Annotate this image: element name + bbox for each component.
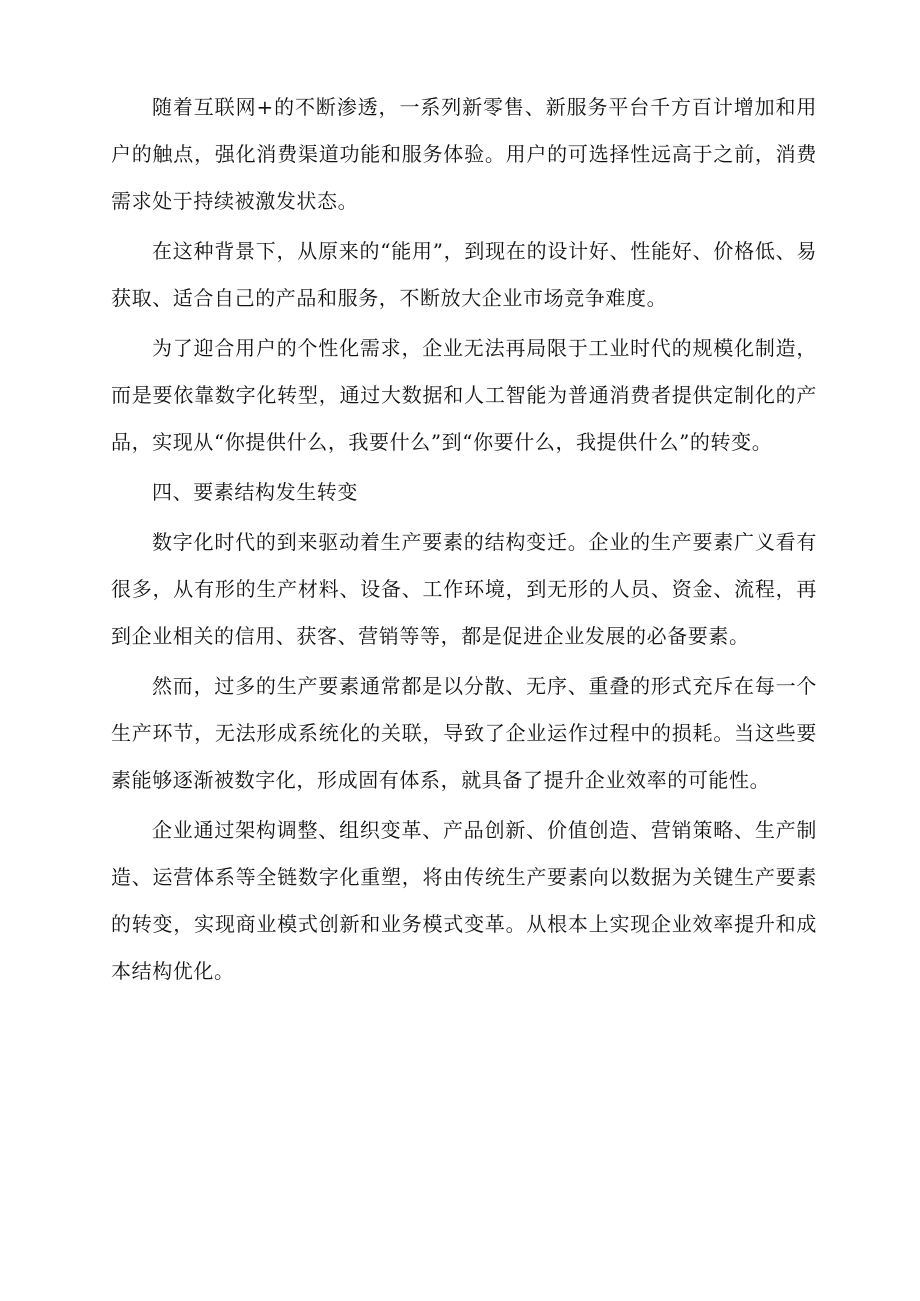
paragraph-consumer-demand: 随着互联网+的不断渗透，一系列新零售、新服务平台千方百计增加和用户的触点，强化消费渠道功能和服务体验。用户的可选择性远高于之前，消费需求处于持续被激发状态。 <box>111 95 817 213</box>
section-heading: 四、要素结构发生转变 <box>152 480 358 504</box>
paragraph-personalization: 为了迎合用户的个性化需求，企业无法再局限于工业时代的规模化制造，而是要依靠数字化转型，通过大数据和人工智能为普通消费者提供定制化的产品，实现从“你提供什么，我要什么”到“你要什么，我提供什么”的转变。 <box>111 336 817 454</box>
paragraph-production-factors: 数字化时代的到来驱动着生产要素的结构变迁。企业的生产要素广义看有很多，从有形的生产材料、设备、工作环境，到无形的人员、资金、流程，再到企业相关的信用、获客、营销等等，都是促进企业发展的必备要素。 <box>111 530 817 648</box>
document-body <box>111 84 817 995</box>
paragraph-digital-restructuring: 企业通过架构调整、组织变革、产品创新、价值创造、营销策略、生产制造、运营体系等全链数字化重塑，将由传统生产要素向以数据为关键生产要素的转变，实现商业模式创新和业务模式变革。从根本上实现企业效率提升和成本结构优化。 <box>111 818 817 983</box>
paragraph-market-competition: 在这种背景下，从原来的“能用”，到现在的设计好、性能好、价格低、易获取、适合自己的产品和服务，不断放大企业市场竞争难度。 <box>111 239 817 310</box>
paragraph-factor-digitization: 然而，过多的生产要素通常都是以分散、无序、重叠的形式充斥在每一个生产环节，无法形成系统化的关联，导致了企业运作过程中的损耗。当这些要素能够逐渐被数字化，形成固有体系，就具备了提升企业效率的可能性。 <box>111 674 817 792</box>
